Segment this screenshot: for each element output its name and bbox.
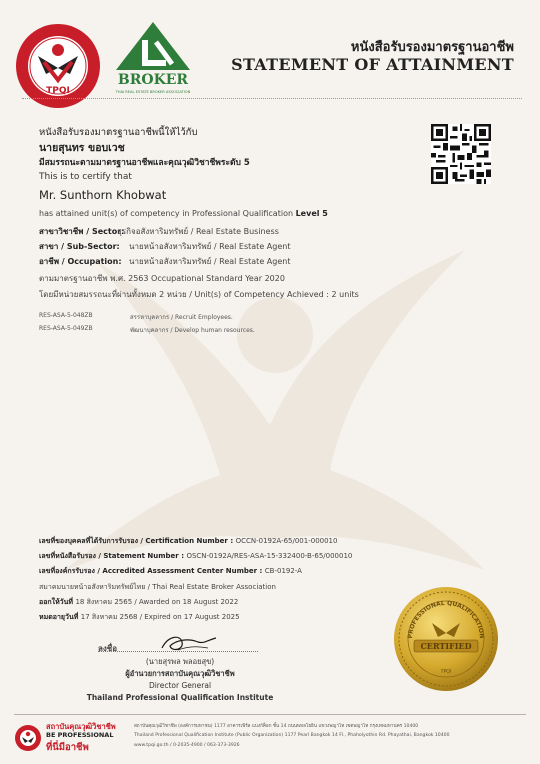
unit-description: สรรหาบุคลากร / Recruit Employees. bbox=[130, 314, 233, 321]
broker-logo-text: BROKER bbox=[117, 72, 189, 88]
expired-date-row bbox=[39, 612, 240, 623]
attained-prefix: has attained unit(s) of competency in Professional Qualification bbox=[39, 209, 296, 218]
tpqi-logo-text: TPQI bbox=[46, 86, 70, 96]
certification-number: OCCN-0192A-65/001-000010 bbox=[235, 537, 338, 545]
qr-code-icon bbox=[431, 124, 491, 184]
unit-code: RES-ASA-5-048ZB bbox=[39, 312, 93, 319]
subsector-value: นายหน้าอสังหาริมทรัพย์ / Real Estate Agent bbox=[129, 242, 291, 251]
occupation-row bbox=[39, 255, 290, 268]
statement-number: OSCN-0192A/RES-ASA-15-332400-B-65/000010 bbox=[186, 552, 353, 560]
awarded-date-label: ออกให้วันที่ bbox=[39, 598, 76, 606]
seal-top-text: PROFESSIONAL QUALIFICATION bbox=[406, 599, 486, 639]
attained-level: Level 5 bbox=[295, 209, 328, 218]
footer-contact: www.tpqi.go.th / 0-2035-4900 / 063-373-3926 bbox=[134, 743, 240, 748]
sector-value: ธุรกิจอสังหาริมทรัพย์ / Real Estate Business bbox=[117, 227, 279, 236]
subsector-row bbox=[39, 240, 290, 253]
seal-bottom-text: TPQI bbox=[440, 668, 453, 676]
holder-name-english: Mr. Sunthorn Khobwat bbox=[39, 188, 167, 202]
expired-date: 17 สิงหาคม 2568 / Expired on 17 August 2025 bbox=[80, 613, 240, 621]
footer-tagline: ที่นี่มีอาชีพ bbox=[46, 742, 89, 753]
svg-text:TPQI bbox=[439, 668, 452, 675]
signature-label: ลงชื่อ bbox=[98, 644, 118, 653]
units-achieved: โดยมีหน่วยสมรรถนะที่ผ่านทั้งหมด 2 หน่วย / Unit(s) of Competency Achieved : 2 units bbox=[39, 290, 359, 299]
footer-brand-thai: สถาบันคุณวุฒิวิชาชีพ bbox=[46, 722, 116, 731]
association-name: สมาคมนายหน้าอสังหาริมทรัพย์ไทย / Thai Real Estate Broker Association bbox=[39, 583, 276, 591]
seal-center-text: CERTIFIED bbox=[420, 641, 472, 651]
holder-name-thai: นายสุนทร ขอบเวช bbox=[39, 142, 125, 154]
statement-number-label: เลขที่หนังสือรับรอง / Statement Number : bbox=[39, 552, 187, 560]
attained-statement bbox=[39, 209, 328, 218]
assessment-center-label: เลขที่องค์กรรับรอง / Accredited Assessment Center Number : bbox=[39, 567, 265, 575]
tpqi-logo-icon bbox=[14, 22, 102, 110]
tpqi-footer-logo-icon bbox=[14, 724, 42, 752]
certify-thai: หนังสือรับรองมาตรฐานอาชีพนี้ให้ไว้กับ bbox=[39, 127, 198, 138]
certification-number-label: เลขที่ของบุคคลที่ได้รับการรับรอง / Certification Number : bbox=[39, 537, 236, 545]
unit-code: RES-ASA-5-049ZB bbox=[39, 325, 93, 332]
certification-number-row bbox=[39, 536, 337, 547]
awarded-date-row bbox=[39, 597, 238, 608]
director-position-thai: ผู้อำนวยการสถาบันคุณวุฒิวิชาชีพ bbox=[125, 669, 235, 678]
sector-row bbox=[39, 225, 279, 238]
title-english: STATEMENT OF ATTAINMENT bbox=[231, 55, 514, 74]
occupation-value: นายหน้าอสังหาริมทรัพย์ / Real Estate Agent bbox=[129, 257, 291, 266]
footer-address-english: Thailand Professional Qualification Institute (Public Organization) 1177 Pearl Bangkok 14 Fl., Phaholyothin Rd. Phayathai, Bangkok 10400 bbox=[134, 733, 450, 738]
awarded-date: 18 สิงหาคม 2565 / Awarded on 18 August 2022 bbox=[75, 598, 239, 606]
statement-number-row bbox=[39, 551, 352, 562]
title-thai: หนังสือรับรองมาตรฐานอาชีพ bbox=[350, 40, 514, 55]
director-name-thai: (นายสุรพล พลอยสุข) bbox=[145, 657, 215, 666]
gold-seal-icon bbox=[392, 585, 500, 693]
occupation-label: อาชีพ / Occupation: bbox=[39, 257, 122, 266]
sector-label: สาขาวิชาชีพ / Sector: bbox=[39, 227, 125, 236]
unit-description: พัฒนาบุคลากร / Develop human resources. bbox=[130, 327, 255, 334]
subsector-label: สาขา / Sub-Sector: bbox=[39, 242, 120, 251]
broker-logo-icon bbox=[112, 20, 194, 98]
footer-brand-english: BE PROFESSIONAL bbox=[46, 731, 114, 739]
occupational-standard: ตามมาตรฐานอาชีพ พ.ศ. 2563 Occupational Standard Year 2020 bbox=[39, 274, 285, 283]
director-position-english: Director General bbox=[148, 681, 212, 690]
expired-date-label: หมดอายุวันที่ bbox=[39, 613, 81, 621]
broker-logo-subtext: THAI REAL ESTATE BROKER ASSOCIATION bbox=[115, 90, 191, 94]
institute-name-english: Thailand Professional Qualification Institute bbox=[86, 693, 274, 702]
assessment-center-number: CB-0192-A bbox=[264, 567, 302, 575]
header-divider bbox=[22, 98, 522, 100]
footer-address-thai: สถาบันคุณวุฒิวิชาชีพ (องค์การมหาชน) 1177 อาคารเพิร์ล แบงก์ค็อก ชั้น 14 ถนนพหลโยธิน แขวงพญาไท เขตพญาไท กรุงเทพมหานคร 10400 bbox=[134, 724, 419, 729]
signature-line bbox=[98, 651, 258, 652]
assessment-center-row bbox=[39, 566, 302, 577]
footer-divider bbox=[14, 714, 526, 715]
competency-thai: มีสมรรถนะตามมาตรฐานอาชีพและคุณวุฒิวิชาชีพระดับ 5 bbox=[39, 158, 250, 168]
certify-english: This is to certify that bbox=[39, 172, 132, 182]
